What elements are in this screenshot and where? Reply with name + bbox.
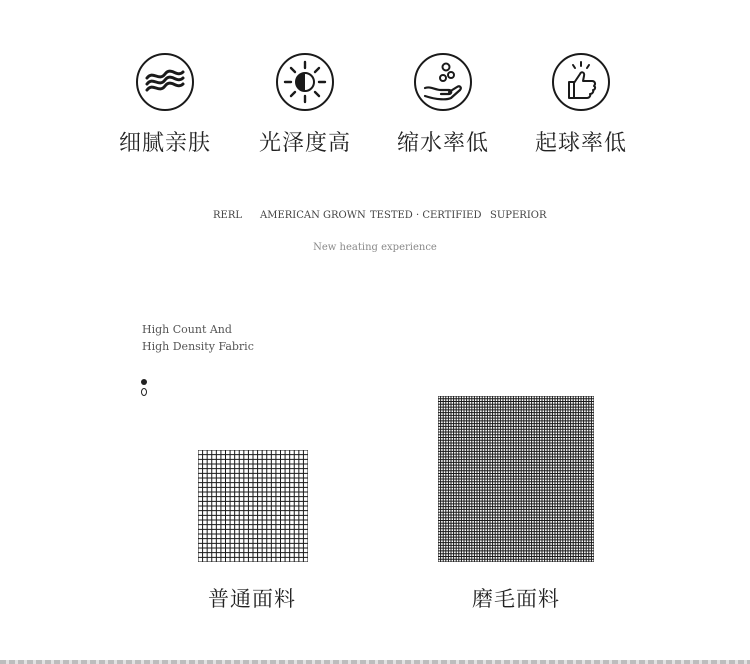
tagline: New heating experience <box>313 242 437 253</box>
brand-superior: SUPERIOR <box>490 210 547 221</box>
brand-american-grown: AMERICAN GROWN <box>260 210 366 221</box>
feature-label: 缩水率低 <box>396 131 489 156</box>
sun-contrast-icon <box>275 52 335 112</box>
sub-heading <box>142 321 254 355</box>
water-drops-hand-icon <box>413 52 473 112</box>
normal-fabric-label: 普通面料 <box>208 587 296 611</box>
feature-pilling <box>511 52 651 157</box>
thumbs-up-sparkle-icon <box>551 52 611 112</box>
dot-ring <box>141 388 147 396</box>
feature-soft <box>95 52 235 157</box>
feature-label: 起球率低 <box>534 131 627 156</box>
brand-rerl: RERL <box>213 210 242 221</box>
feature-label: 光泽度高 <box>258 131 351 156</box>
decorative-dots <box>141 379 149 396</box>
dot-filled <box>141 379 147 385</box>
feature-shrink <box>373 52 513 157</box>
brushed-fabric-label: 磨毛面料 <box>472 587 560 611</box>
sub-heading-line-1: High Count And <box>142 323 232 336</box>
feature-label: 细腻亲肤 <box>118 131 211 156</box>
bottom-divider <box>0 660 750 664</box>
brushed-fabric-grid <box>438 396 594 562</box>
fabric-waves-icon <box>135 52 195 112</box>
normal-fabric-grid <box>198 450 308 562</box>
feature-gloss <box>235 52 375 157</box>
sub-heading-line-2: High Density Fabric <box>142 340 254 353</box>
brand-tested-certified: TESTED · CERTIFIED <box>370 210 482 221</box>
